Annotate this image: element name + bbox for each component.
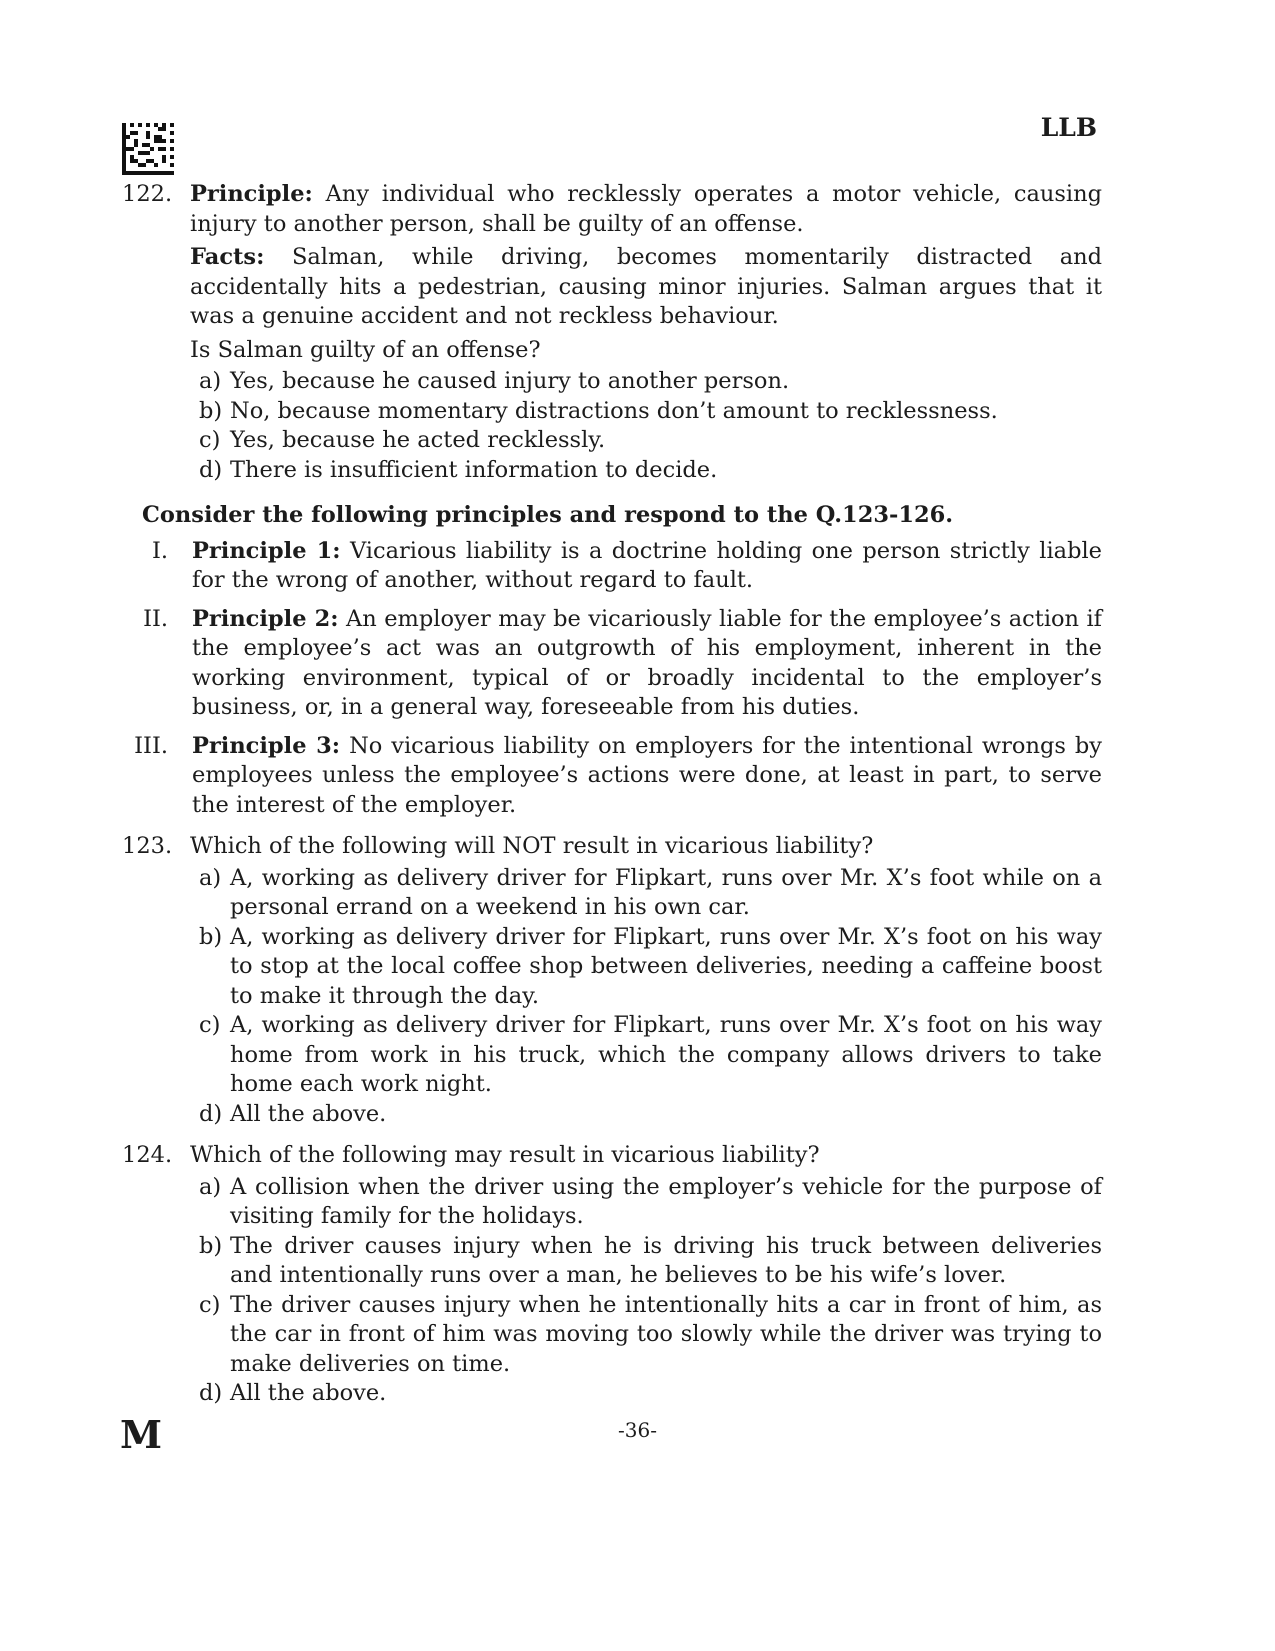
principle-label: Principle 2:: [192, 605, 339, 632]
option-text: The driver causes injury when he is driving his truck between deliveries and intentionally runs over a man, he believes to be his wife’s lover.: [230, 1232, 1102, 1288]
question-number: 122.: [122, 181, 173, 207]
option-text: No, because momentary distractions don’t amount to recklessness.: [230, 397, 998, 424]
question-124: [122, 1141, 1102, 1171]
roman-numeral: II.: [143, 605, 168, 632]
section-heading: Consider the following principles and respond to the Q.123-126.: [142, 502, 954, 528]
option: [190, 1232, 1102, 1291]
option-label: c): [199, 1012, 221, 1038]
option: [190, 1011, 1102, 1100]
option-label: a): [199, 1173, 222, 1200]
principle-3: [122, 732, 1102, 821]
option: [190, 397, 1102, 427]
option: [190, 367, 1102, 397]
option-label: d): [199, 1100, 223, 1127]
question-text: Which of the following will NOT result in vicarious liability?: [190, 833, 874, 859]
option-text: All the above.: [230, 1100, 387, 1127]
question-123: [122, 832, 1102, 862]
option: [190, 1100, 1102, 1130]
question-number: 123.: [122, 833, 173, 859]
option: [190, 1173, 1102, 1232]
exam-code: LLB: [1040, 113, 1097, 142]
option-text: A, working as delivery driver for Flipkart, runs over Mr. X’s foot on his way to stop at the local coffee shop between deliveries, needing a caffeine boost to make it through the day.: [230, 923, 1102, 1009]
principle-label: Principle:: [190, 181, 313, 207]
option: [190, 864, 1102, 923]
option-label: b): [199, 1232, 223, 1259]
option-label: c): [199, 427, 221, 453]
option-label: d): [199, 1380, 223, 1406]
option-text: The driver causes injury when he intentionally hits a car in front of him, as the car in front of him was moving too slowly while the driver was trying to make deliveries on time.: [230, 1291, 1102, 1377]
option-text: A, working as delivery driver for Flipkart, runs over Mr. X’s foot while on a personal errand on a weekend in his own car.: [230, 864, 1102, 920]
options-123: [190, 864, 1102, 1130]
principle-text: Any individual who recklessly operates a motor vehicle, causing injury to another person, shall be guilty of an offense.: [190, 181, 1102, 237]
question-122: [122, 180, 1102, 365]
options-122: [190, 367, 1102, 485]
option-text: A collision when the driver using the employer’s vehicle for the purpose of visiting family for the holidays.: [230, 1173, 1102, 1229]
option: [190, 1291, 1102, 1380]
datamatrix-code: [122, 123, 174, 175]
principle-label: Principle 1:: [192, 537, 341, 564]
option-text: A, working as delivery driver for Flipkart, runs over Mr. X’s foot on his way home from work in his truck, which the company allows drivers to take home each work night.: [230, 1012, 1102, 1097]
option-label: a): [199, 864, 222, 891]
option: [190, 426, 1102, 456]
question-text: Is Salman guilty of an offense?: [190, 336, 541, 363]
principle-text: No vicarious liability on employers for the intentional wrongs by employees unless the employee’s actions were done, at least in part, to serve the interest of the employer.: [192, 732, 1102, 818]
page-number: -36-: [618, 1418, 657, 1442]
option-label: a): [199, 368, 222, 394]
principle-2: [122, 605, 1102, 723]
facts-label: Facts:: [190, 244, 265, 270]
principle-paragraph: [190, 180, 1102, 239]
option: [190, 456, 1102, 486]
option: [190, 923, 1102, 1012]
roman-numeral: III.: [134, 732, 168, 759]
option-label: c): [199, 1291, 221, 1318]
options-124: [190, 1173, 1102, 1409]
booklet-series-mark: M: [120, 1412, 163, 1457]
facts-text: Salman, while driving, becomes momentarily distracted and accidentally hits a pedestrian, causing minor injuries. Salman argues that it was a genuine accident and not reckless behaviour.: [190, 244, 1102, 329]
principle-1: [122, 537, 1102, 596]
principle-label: Principle 3:: [192, 732, 341, 759]
option-label: b): [199, 397, 223, 424]
option-text: Yes, because he caused injury to another person.: [230, 368, 790, 394]
option-text: Yes, because he acted recklessly.: [230, 427, 606, 453]
question-number: 124.: [122, 1142, 173, 1168]
option-label: d): [199, 456, 223, 483]
principle-text: Vicarious liability is a doctrine holding one person strictly liable for the wrong of another, without regard to fault.: [192, 537, 1102, 593]
principle-text: An employer may be vicariously liable for the employee’s action if the employee’s act was an outgrowth of his employment, inherent in the working environment, typical of or broadly incidental to the employer’s business, or, in a general way, foreseeable from his duties.: [192, 605, 1102, 720]
roman-numeral: I.: [151, 537, 168, 564]
option: [190, 1379, 1102, 1409]
option-text: All the above.: [230, 1380, 387, 1406]
option-text: There is insufficient information to decide.: [230, 456, 718, 483]
option-label: b): [199, 923, 223, 950]
page-content: [122, 180, 1102, 1409]
facts-paragraph: [190, 243, 1102, 332]
question-text: Which of the following may result in vicarious liability?: [190, 1142, 820, 1168]
